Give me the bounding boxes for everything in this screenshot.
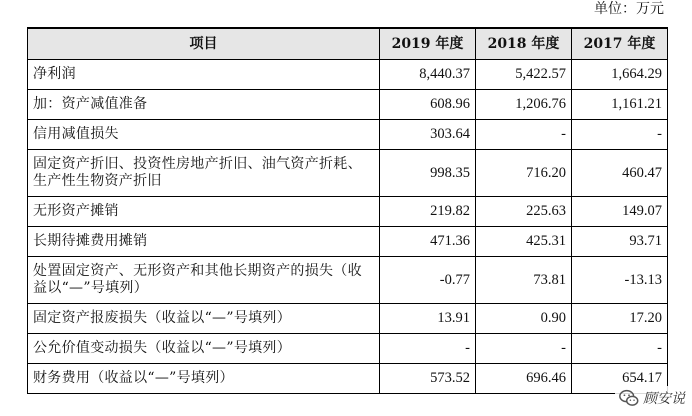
unit-label: 单位：万元 <box>594 1 664 17</box>
cell-value: 225.63 <box>476 197 572 227</box>
cell-value: 5,422.57 <box>476 60 572 90</box>
cell-value: 425.31 <box>476 227 572 257</box>
cell-value: -0.77 <box>380 257 476 304</box>
wechat-icon <box>618 387 640 409</box>
row-label: 固定资产报废损失（收益以“—”号填列） <box>28 304 380 334</box>
header-2018: 2018 年度 <box>476 28 572 60</box>
cell-value: 73.81 <box>476 257 572 304</box>
table-row <box>28 60 668 90</box>
row-label: 净利润 <box>28 60 380 90</box>
cell-value: 219.82 <box>380 197 476 227</box>
cell-value: - <box>476 120 572 150</box>
cell-value: 471.36 <box>380 227 476 257</box>
cell-value: - <box>380 334 476 364</box>
cell-value: 17.20 <box>572 304 668 334</box>
table-row <box>28 304 668 334</box>
row-label: 处置固定资产、无形资产和其他长期资产的损失（收益以“—”号填列） <box>28 257 380 304</box>
row-label: 信用减值损失 <box>28 120 380 150</box>
table-row <box>28 257 668 304</box>
cell-value: 998.35 <box>380 150 476 197</box>
cell-value: 93.71 <box>572 227 668 257</box>
cell-value: - <box>572 120 668 150</box>
row-label: 加：资产减值准备 <box>28 90 380 120</box>
cell-value: 1,664.29 <box>572 60 668 90</box>
cell-value: 1,161.21 <box>572 90 668 120</box>
table-row <box>28 227 668 257</box>
cell-value: - <box>476 334 572 364</box>
cell-value: 654.17 <box>572 364 668 394</box>
table-row <box>28 120 668 150</box>
table-row <box>28 334 668 364</box>
table-header-row <box>28 28 668 60</box>
cell-value: 716.20 <box>476 150 572 197</box>
cell-value: 573.52 <box>380 364 476 394</box>
cell-value: 303.64 <box>380 120 476 150</box>
cell-value: 149.07 <box>572 197 668 227</box>
row-label: 长期待摊费用摊销 <box>28 227 380 257</box>
header-item: 项目 <box>28 28 380 60</box>
cell-value: 608.96 <box>380 90 476 120</box>
watermark-text: 顾安说 <box>643 391 685 407</box>
cell-value: 460.47 <box>572 150 668 197</box>
cell-value: - <box>572 334 668 364</box>
financial-table <box>27 27 668 394</box>
table-row <box>28 150 668 197</box>
cell-value: 696.46 <box>476 364 572 394</box>
row-label: 公允价值变动损失（收益以“—”号填列） <box>28 334 380 364</box>
row-label: 无形资产摊销 <box>28 197 380 227</box>
table-row <box>28 90 668 120</box>
cell-value: 13.91 <box>380 304 476 334</box>
cell-value: -13.13 <box>572 257 668 304</box>
header-2019: 2019 年度 <box>380 28 476 60</box>
table-row <box>28 364 668 394</box>
row-label: 固定资产折旧、投资性房地产折旧、油气资产折耗、生产性生物资产折旧 <box>28 150 380 197</box>
watermark <box>615 386 688 410</box>
header-2017: 2017 年度 <box>572 28 668 60</box>
row-label: 财务费用（收益以“—”号填列） <box>28 364 380 394</box>
cell-value: 8,440.37 <box>380 60 476 90</box>
cell-value: 0.90 <box>476 304 572 334</box>
cell-value: 1,206.76 <box>476 90 572 120</box>
table-row <box>28 197 668 227</box>
